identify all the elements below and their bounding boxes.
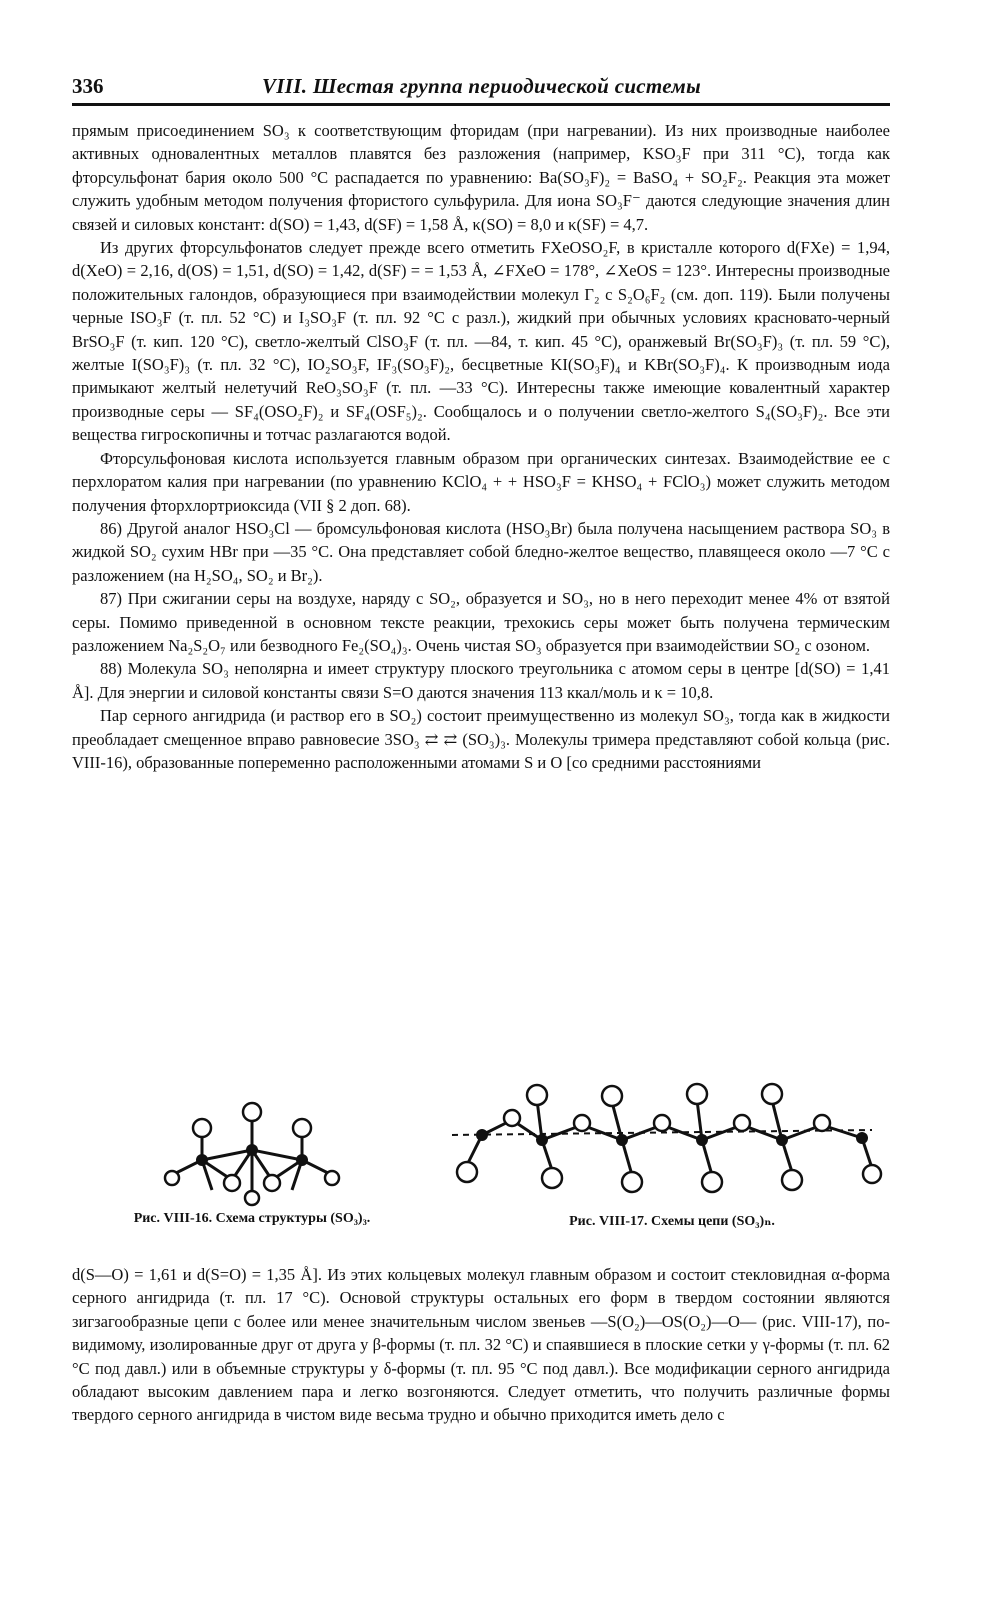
body-text-bottom [72,1263,890,1427]
page-number: 336 [72,74,104,98]
figure-caption-16: Рис. VIII-16. Схема структуры (SO₃)₃. [133,1211,371,1226]
paragraph: прямым присоединением SO₃ к соответствующим фторидам (при нагревании). Из них производные наиболее активных одновалентных металлов плавятся без разложения (например, KSO₃F при 311 °C), тогда как фторсульфонат бария около 500 °C распадается по уравнению: Ba(SO₃F)₂ = BaSO₄ + SO₂F₂. Реакция эта может служить удобным методом получения фтористого сульфурила. Для иона SO₃F⁻ даются следующие значения длин связей и силовых констант: d(SO) = 1,43, d(SF) = 1,58 Å, κ(SO) = 8,0 и κ(SF) = 4,7. [72,121,890,234]
figure-so3-chain [442,1080,882,1210]
so3-chain-diagram [442,1080,882,1210]
header-rule [72,103,890,106]
paragraph: Из других фторсульфонатов следует прежде всего отметить FXeOSO₂F, в кристалле которого d(FXe) = 1,94, d(XeO) = 2,16, d(OS) = 1,51, d(SO) = 1,42, d(SF) = = 1,53 Å, ∠FXeO = 178°, ∠XeOS = 123°. Интересны производные положительных галондов, образующиеся при взаимодействии молекул Г₂ с S₂O₆F₂ (см. доп. 119). Были получены черные ISO₃F (т. пл. 52 °C) и I₃SO₃F (т. пл. 92 °C с разл.), жидкий при обычных условиях красновато-черный BrSO₃F (т. кип. 120 °C), светло-желтый ClSO₃F (т. пл. —84, т. кип. 45 °C), оранжевый Br(SO₃F)₃ (т. пл. 59 °C), желтые I(SO₃F)₃ (т. пл. 32 °C), IO₂SO₃F, IF₃(SO₃F)₂, бесцветные KI(SO₃F)₄ и KBr(SO₃F)₄. К производным иода примыкают желтый нелетучий ReO₃SO₃F (т. пл. —33 °C). Интересны также имеющие ковалентный характер производные серы — SF₄(OSO₂F)₂ и SF₄(OSF₅)₂. Сообщалось и о получении светло-желтого S₄(SO₃F)₂. Все эти вещества гигроскопичны и тотчас разлагаются водой. [72,238,890,445]
paragraph: 86) Другой аналог HSO₃Cl — бромсульфоновая кислота (HSO₃Br) была получена насыщением раствора SO₃ в жидкой SO₂ сухим HBr при —35 °C. Она представляет собой бледно-желтое вещество, плавящееся около —7 °C с разложением (на H₂SO₄, SO₂ и Br₂). [72,518,890,585]
figure-so3-trimer [152,1080,352,1210]
paragraph: Фторсульфоновая кислота используется главным образом при органических синтезах. Взаимодействие ее с перхлоратом калия при нагревании (по уравнению KClO₄ + + HSO₃F = KHSO₄ + FClO₃) может служить методом получения фторхлортриоксида (VII § 2 доп. 68). [72,448,890,515]
figures-row [72,1080,890,1260]
figure-caption-17: Рис. VIII-17. Схемы цепи (SO₃)ₙ. [569,1214,775,1229]
paragraph: d(S—O) = 1,61 и d(S=O) = 1,35 Å]. Из этих кольцевых молекул главным образом и состоит стекловидная α-форма серного ангидрида (т. пл. 17 °C). Основой структуры остальных его форм в твердом состоянии являются зигзагообразные цепи с более или менее значительным числом звеньев —S(O₂)—OS(O₂)—O— (рис. VIII-17), по-видимому, изолированные друг от друга у β-формы (т. пл. 32 °C) и спаявшиеся в плоские сетки у γ-формы (т. пл. 62 °C под давл.) или в объемные структуры у δ-формы (т. пл. 95 °C под давл.). Все модификации серного ангидрида обладают высоким давлением пара и легко возгоняются. Следует отметить, что получить различные формы твердого серного ангидрида в чистом виде весьма трудно и обычно приходится иметь дело с [72,1265,890,1425]
running-title: VIII. Шестая группа периодической системы [262,74,701,98]
paragraph: 87) При сжигании серы на воздухе, наряду с SO₂, образуется и SO₃, но в него переходит менее 4% от взятой серы. Помимо приведенной в основном тексте реакции, трехокись серы может быть получена термическим разложением Na₂S₂O₇ или безводного Fe₂(SO₄)₃. Очень чистая SO₃ образуется при взаимодействии SO₂ с озоном. [72,589,890,655]
paragraph: 88) Молекула SO₃ неполярна и имеет структуру плоского треугольника с атомом серы в центре [d(SO) = 1,41 Å]. Для энергии и силовой константы связи S=O даются значения 113 ккал/моль и κ = 10,8. [72,659,890,702]
paragraph: Пар серного ангидрида (и раствор его в SO₂) состоит преимущественно из молекул SO₃, тогда как в жидкости преобладает смещенное вправо равновесие 3SO₃ ⇄ ⇄ (SO₃)₃. Молекулы тримера представляют собой кольца (рис. VIII-16), образованные попеременно расположенными атомами S и O [со средними расстояниями [72,706,890,772]
body-text-top [72,119,890,774]
so3-trimer-diagram [152,1080,352,1210]
